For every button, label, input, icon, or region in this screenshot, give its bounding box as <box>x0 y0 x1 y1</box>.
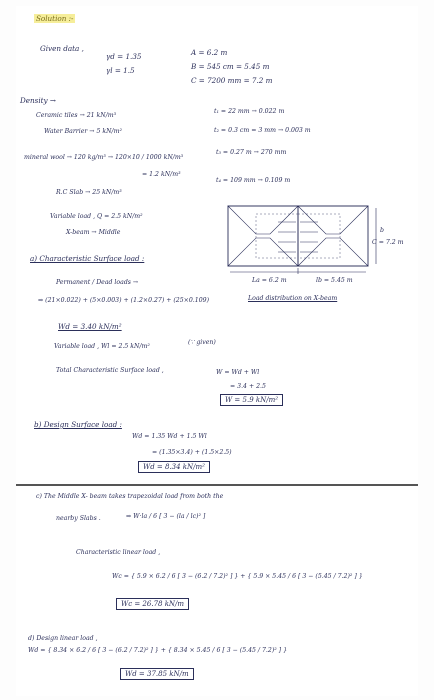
solution-sheet-bottom <box>16 484 418 696</box>
density-rc: R.C Slab → 25 kN/m³ <box>56 189 122 196</box>
density-xbeam: X-beam → Middle <box>66 229 121 236</box>
part-a-dead: Permanent / Dead loads → <box>56 279 139 286</box>
part-b-heading: b) Design Surface load : <box>34 420 122 429</box>
solution-title: Solution :- <box>36 14 74 23</box>
part-b-result: Wd = 8.34 kN/m² <box>138 461 210 473</box>
given-a: A = 6.2 m <box>191 48 228 57</box>
part-b-eq1: Wd = 1.35 Wd + 1.5 Wl <box>132 433 207 440</box>
part-a-total: Total Characteristic Surface load , <box>56 367 164 374</box>
density-label: Density → <box>20 96 56 105</box>
part-b-eq2: = (1.35×3.4) + (1.5×2.5) <box>152 449 232 456</box>
diagram-lb-label: lb = 5.45 m <box>316 277 353 284</box>
density-ceramic-t: t₁ = 22 mm → 0.022 m <box>214 108 285 115</box>
density-variable: Variable load , Q = 2.5 kN/m² <box>50 213 143 220</box>
diagram-b-label: b <box>380 227 384 234</box>
density-wool-val: = 1.2 kN/m³ <box>142 171 181 178</box>
part-d-wd-expr: Wd = { 8.34 × 6.2 / 6 [ 3 − (6.2 / 7.2)² ] } + { 8.34 × 5.45 / 6 [ 3 − (5.45 / 7.2)² ] } <box>28 647 288 654</box>
gamma-d: γd = 1.35 <box>106 52 142 61</box>
part-d-label: d) Design linear load , <box>28 635 98 642</box>
part-c-line2: nearby Slabs . <box>56 515 101 522</box>
part-a-wl: Variable load , Wl = 2.5 kN/m² <box>54 343 150 350</box>
part-a-w-sub: = 3.4 + 2.5 <box>230 383 266 390</box>
part-a-note: Load distribution on X-beam <box>248 295 338 302</box>
diagram-la-label: La = 6.2 m <box>252 277 287 284</box>
part-a-heading: a) Characteristic Surface load : <box>30 254 145 263</box>
part-c-wc-result: Wc = 26.78 kN/m <box>116 598 189 610</box>
density-wool: mineral wool → 120 kg/m³ → 120×10 / 1000 kN/m³ <box>24 154 184 161</box>
part-a-w-eq: W = Wd + Wl <box>216 369 260 376</box>
part-c-wc-expr: Wc = { 5.9 × 6.2 / 6 [ 3 − (6.2 / 7.2)² ] } + { 5.9 × 5.45 / 6 [ 3 − (5.45 / 7.2)² ] } <box>112 573 363 580</box>
part-c-line1: c) The Middle X- beam takes trapezoidal load from both the <box>36 493 224 500</box>
gamma-l: γl = 1.5 <box>106 66 135 75</box>
density-water-t: t₂ = 0.3 cm = 3 mm → 0.003 m <box>214 127 311 134</box>
given-label: Given data , <box>40 44 84 53</box>
density-wool-t4: t₄ = 109 mm → 0.109 m <box>216 177 291 184</box>
given-b: B = 545 cm = 5.45 m <box>191 62 270 71</box>
part-a-expr: ⇒ (21×0.022) + (5×0.003) + (1.2×0.27) + (25×0.109) <box>38 297 209 304</box>
part-c-char-label: Characteristic linear load , <box>76 549 161 556</box>
diagram-c-label: C = 7.2 m <box>372 239 404 246</box>
density-wool-t: t₃ = 0.27 m → 270 mm <box>216 149 287 156</box>
density-water: Water Barrier → 5 kN/m² <box>44 128 122 135</box>
given-c: C = 7200 mm = 7.2 m <box>191 76 273 85</box>
solution-sheet-top <box>16 6 418 484</box>
part-c-formula: ⇒ W·la / 6 [ 3 − (la / lc)² ] <box>126 513 206 520</box>
part-d-wd-result: Wd = 37.85 kN/m <box>120 668 194 680</box>
part-a-w-result: W = 5.9 kN/m² <box>220 394 283 406</box>
part-a-given: (∵ given) <box>188 339 216 346</box>
density-ceramic: Ceramic tiles → 21 kN/m³ <box>36 112 117 119</box>
part-a-wd: Wd = 3.40 kN/m² <box>58 322 122 331</box>
